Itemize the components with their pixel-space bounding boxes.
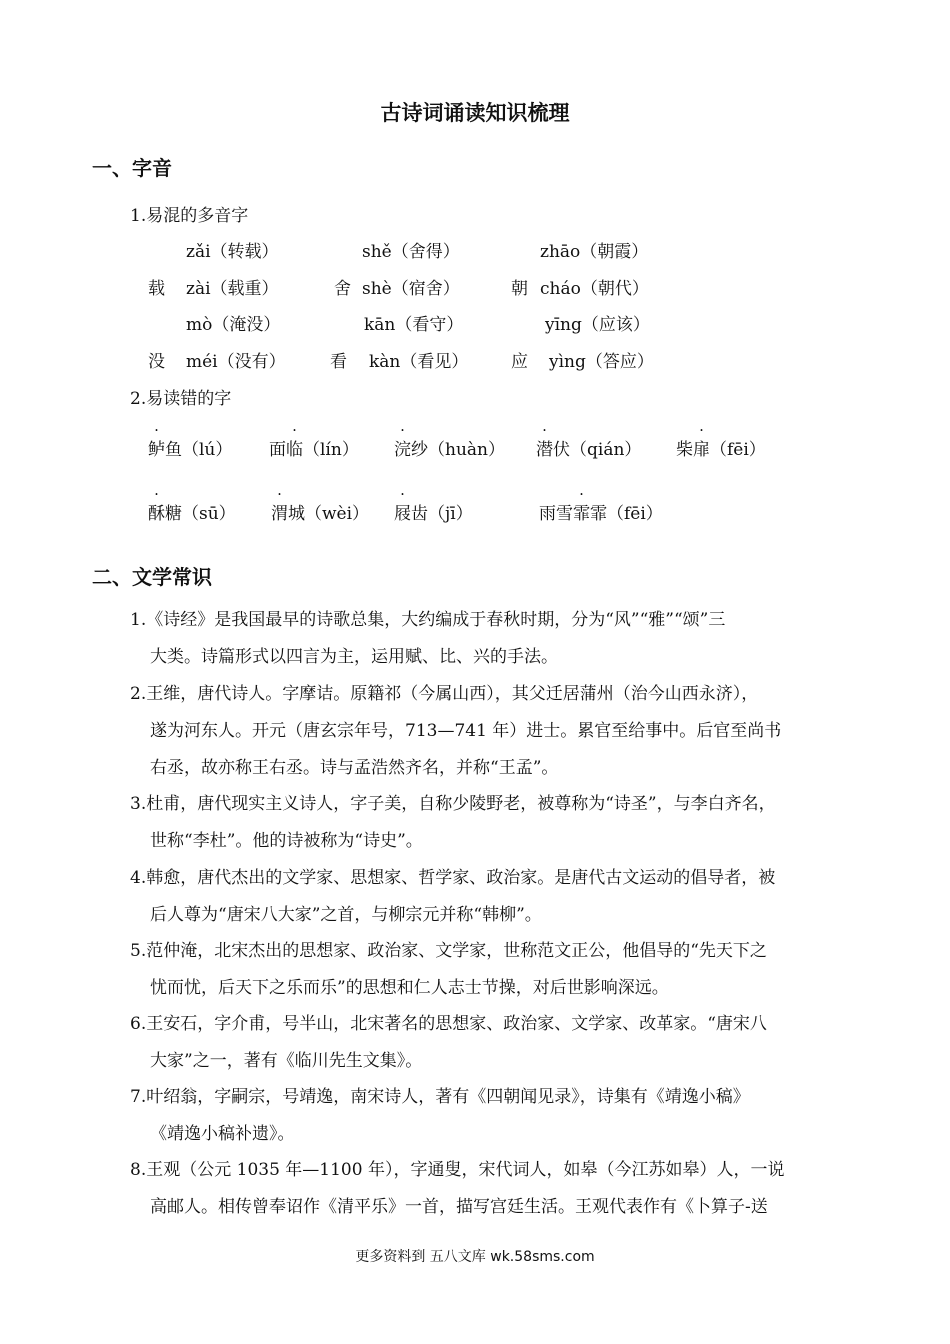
poly-mei-b: méi（没有） — [186, 352, 286, 372]
poly-char-zhao: 朝 — [511, 279, 528, 299]
list-item: 7.叶绍翁，字嗣宗，号靖逸，南宋诗人，著有《四朝闻见录》，诗集有《靖逸小稿》 《靖逸小稿补遗》。 — [130, 1087, 750, 1144]
page-title: 古诗词诵读知识梳理 — [380, 101, 570, 125]
poly-char-mei: 没 — [148, 352, 165, 372]
subheading-misread: 2.易读错的字 — [130, 389, 232, 409]
poly-zai-b: zài（载重） — [186, 279, 279, 299]
poly-zhao-b: cháo（朝代） — [540, 279, 649, 299]
list-item: 6.王安石，字介甫，号半山，北宋著名的思想家、政治家、文学家、改革家。“唐宋八 大家”之一，著有《临川先生文集》。 — [130, 1014, 767, 1071]
misread-item: 柴扉（fēi） — [676, 440, 766, 460]
misread-item: 鲈鱼（lú） — [148, 440, 233, 460]
misread-item: 屐齿（jī） — [394, 504, 473, 524]
poly-char-zai: 载 — [148, 279, 165, 299]
subheading-polyphonic: 1.易混的多音字 — [130, 206, 249, 226]
poly-char-ying: 应 — [511, 352, 528, 372]
misread-item: 潜伏（qián） — [536, 440, 642, 460]
list-item: 2.王维，唐代诗人。字摩诘。原籍祁（今属山西），其父迁居蒲州（治今山西永济）， 遂为河东人。开元（唐玄宗年号，713—741 年）进士。累官至给事中。后官至尚书 右丞，故亦称王右丞。诗与孟浩然齐名，并称“王孟”。 — [130, 684, 782, 778]
list-item: 4.韩愈，唐代杰出的文学家、思想家、哲学家、政治家。是唐代古文运动的倡导者，被 后人尊为“唐宋八大家”之首，与柳宗元并称“韩柳”。 — [130, 868, 776, 925]
misread-item: 浣纱（huàn） — [394, 440, 505, 460]
list-item: 1.《诗经》是我国最早的诗歌总集，大约编成于春秋时期，分为“风”“雅”“颂”三 大类。诗篇形式以四言为主，运用赋、比、兴的手法。 — [130, 610, 726, 667]
poly-ying-b: yìng（答应） — [549, 352, 654, 372]
poly-zai-a: zǎi（转载） — [186, 242, 279, 262]
list-item: 8.王观（公元 1035 年—1100 年），字通叟，宋代词人，如皋（今江苏如皋）人，一说 高邮人。相传曾奉诏作《清平乐》一首，描写宫廷生活。王观代表作有《卜算子-送 — [130, 1160, 785, 1217]
footer-text: 更多资料到 五八文库 wk.58sms.com — [355, 1249, 595, 1265]
poly-she-a: shě（舍得） — [362, 242, 460, 262]
section-heading-pronunciation: 一、字音 — [92, 156, 172, 180]
poly-she-b: shè（宿舍） — [362, 279, 460, 299]
misread-item: 酥糖（sū） — [148, 504, 236, 524]
poly-ying-a: yīng（应该） — [545, 315, 650, 335]
list-item: 5.范仲淹，北宋杰出的思想家、政治家、文学家，世称范文正公，他倡导的“先天下之 忧而忧，后天下之乐而乐”的思想和仁人志士节操，对后世影响深远。 — [130, 941, 767, 998]
misread-item: 渭城（wèi） — [271, 504, 370, 524]
poly-char-she: 舍 — [334, 279, 351, 299]
poly-char-kan: 看 — [330, 352, 347, 372]
poly-kan-a: kān（看守） — [364, 315, 464, 335]
poly-mo-a: mò（淹没） — [186, 315, 281, 335]
misread-item: 面临（lín） — [269, 440, 359, 460]
list-item: 3.杜甫，唐代现实主义诗人，字子美，自称少陵野老，被尊称为“诗圣”，与李白齐名， 世称“李杜”。他的诗被称为“诗史”。 — [130, 794, 776, 851]
section-heading-literature: 二、文学常识 — [92, 565, 212, 589]
misread-item: 雨雪霏霏（fēi） — [539, 504, 663, 524]
poly-zhao-a: zhāo（朝霞） — [540, 242, 649, 262]
poly-kan-b: kàn（看见） — [369, 352, 469, 372]
